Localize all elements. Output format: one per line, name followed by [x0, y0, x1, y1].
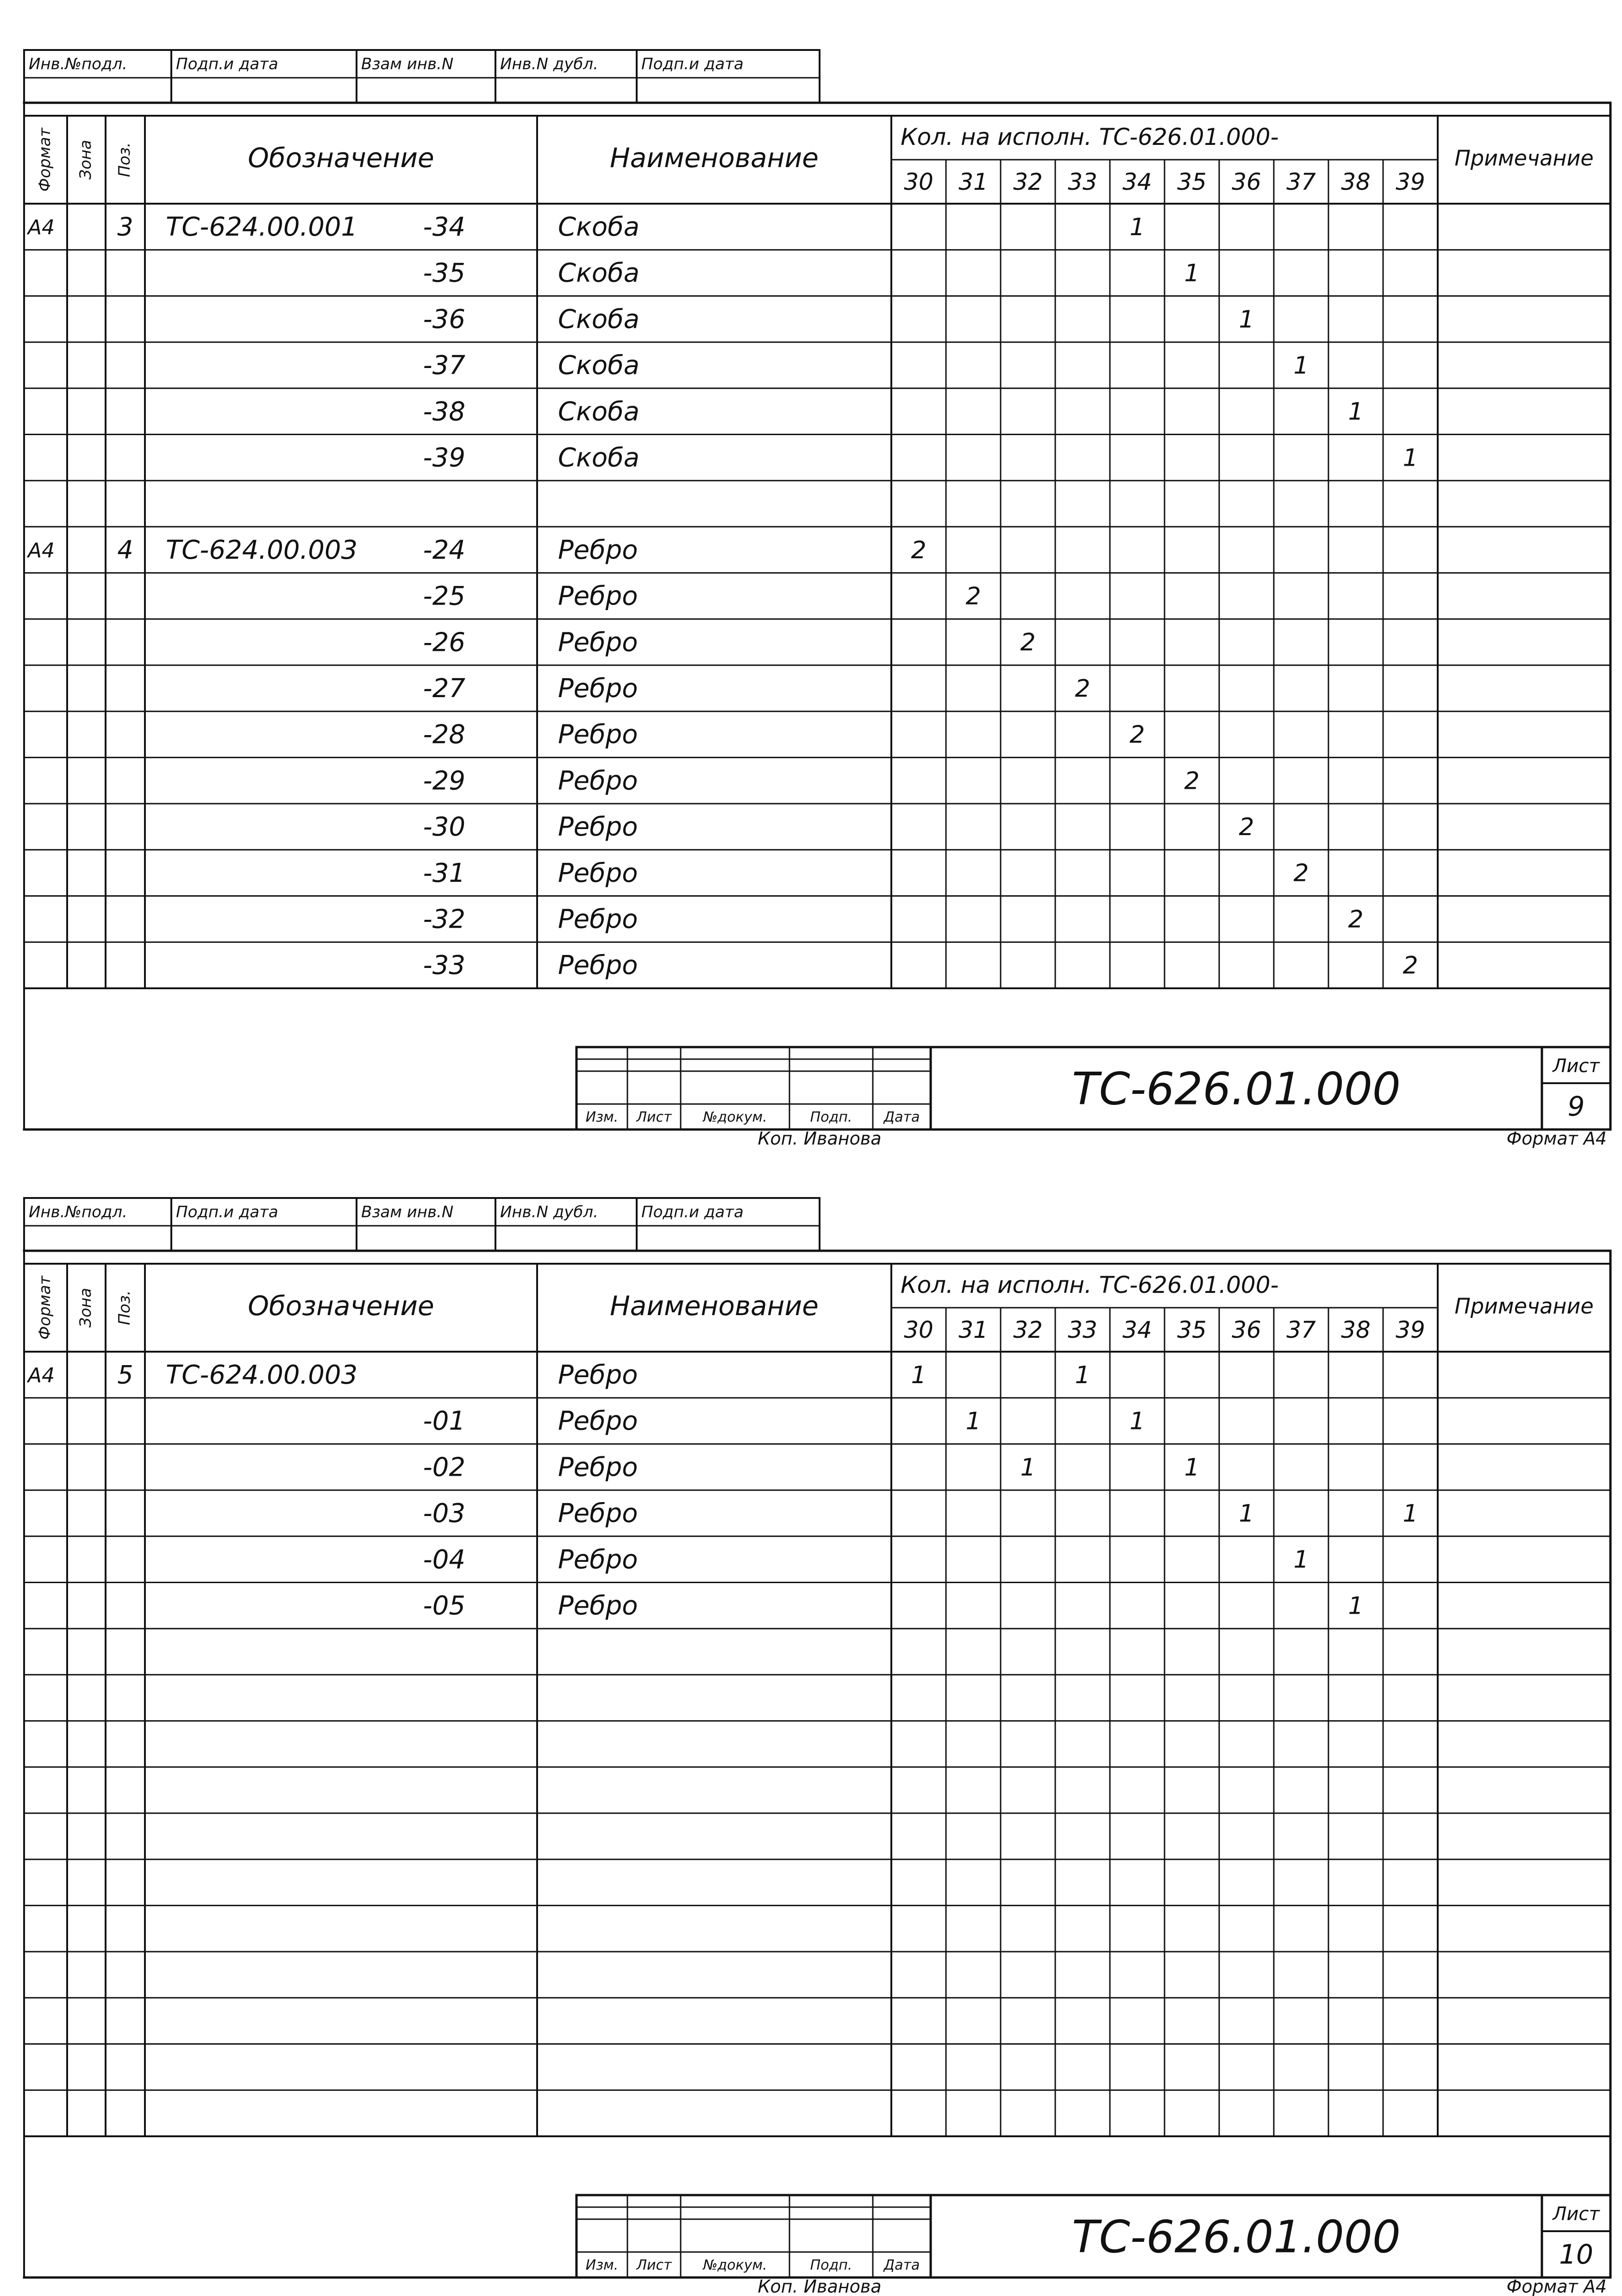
row-quantity: 2	[1293, 859, 1309, 887]
row-quantity: 2	[1184, 767, 1200, 795]
row-name: Ребро	[558, 1360, 638, 1390]
sheet-number-label: Лист	[1553, 1055, 1600, 1077]
title-block-label: Лист	[636, 1109, 672, 1125]
row-position: 4	[117, 535, 133, 565]
header-note: Примечание	[1454, 145, 1594, 171]
copied-by-note: Коп. Иванова	[758, 1128, 882, 1148]
row-quantity: 1	[1403, 1499, 1418, 1528]
row-quantity: 2	[965, 582, 981, 611]
header-variant-35: 35	[1177, 1316, 1207, 1343]
row-name: Скоба	[558, 350, 640, 381]
row-quantity: 1	[1129, 1407, 1145, 1435]
approval-strip-label: Инв.№подл.	[29, 1203, 127, 1222]
row-name: Ребро	[558, 812, 638, 842]
header-variant-30: 30	[904, 1316, 933, 1343]
approval-strip-label: Взам инв.N	[361, 55, 454, 74]
row-name: Ребро	[558, 766, 638, 796]
header-variant-38: 38	[1341, 1316, 1371, 1343]
row-name: Ребро	[558, 1452, 638, 1483]
row-designation-suffix: -27	[423, 673, 465, 704]
row-name: Ребро	[558, 1591, 638, 1621]
title-block-label: Подп.	[810, 2257, 852, 2273]
header-note: Примечание	[1454, 1293, 1594, 1319]
document-code: ТС-626.01.000	[1072, 1063, 1401, 1115]
row-quantity: 1	[1184, 259, 1200, 287]
title-block-label: Дата	[883, 2257, 920, 2273]
title-block-label: Подп.	[810, 1109, 852, 1125]
header-variant-32: 32	[1013, 168, 1043, 195]
row-position: 3	[117, 212, 133, 242]
row-quantity: 1	[1348, 1592, 1364, 1620]
header-variant-39: 39	[1396, 168, 1425, 195]
approval-strip-label: Подп.и дата	[641, 55, 744, 74]
approval-strip-label: Подп.и дата	[176, 1203, 278, 1222]
row-name: Ребро	[558, 1406, 638, 1436]
specification-sheet-10	[0, 1148, 1622, 2296]
row-designation-suffix: -24	[423, 535, 465, 565]
row-quantity: 1	[1184, 1454, 1200, 1482]
row-name: Ребро	[558, 904, 638, 935]
row-designation-base: ТС-624.00.003	[166, 535, 358, 565]
header-name: Наименование	[610, 142, 819, 174]
header-variant-37: 37	[1286, 1316, 1316, 1343]
row-quantity: 1	[1239, 1499, 1254, 1528]
header-variant-36: 36	[1232, 168, 1261, 195]
row-name: Скоба	[558, 396, 640, 427]
approval-strip-label: Взам инв.N	[361, 1203, 454, 1222]
row-name: Ребро	[558, 627, 638, 658]
title-block-label: Дата	[883, 1109, 920, 1125]
header-name: Наименование	[610, 1290, 819, 1322]
row-quantity: 2	[911, 536, 927, 564]
row-quantity: 2	[1403, 952, 1418, 980]
header-variant-33: 33	[1068, 1316, 1097, 1343]
row-name: Скоба	[558, 443, 640, 473]
row-quantity: 2	[1129, 721, 1145, 749]
header-variant-35: 35	[1177, 168, 1207, 195]
row-designation-suffix: -31	[423, 858, 465, 888]
row-designation-suffix: -35	[423, 258, 465, 288]
row-designation-suffix: -33	[423, 950, 465, 981]
approval-strip-label: Инв.N дубл.	[500, 55, 598, 74]
row-quantity: 2	[1020, 629, 1036, 657]
header-designation: Обозначение	[248, 1290, 434, 1322]
row-quantity: 1	[1403, 444, 1418, 472]
header-quantity-title: Кол. на исполн. ТС-626.01.000-	[901, 1272, 1279, 1298]
row-quantity: 1	[1348, 398, 1364, 426]
copied-by-note: Коп. Иванова	[758, 2276, 882, 2296]
header-position: Поз.	[115, 142, 134, 177]
row-designation-base: ТС-624.00.003	[166, 1360, 358, 1390]
approval-strip-label: Подп.и дата	[641, 1203, 744, 1222]
approval-strip-label: Инв.№подл.	[29, 55, 127, 74]
row-designation-suffix: -05	[423, 1591, 465, 1621]
row-designation-suffix: -29	[423, 766, 465, 796]
header-position: Поз.	[115, 1290, 134, 1325]
sheet-number-label: Лист	[1553, 2203, 1600, 2225]
title-block-label: №докум.	[703, 1109, 767, 1125]
header-designation: Обозначение	[248, 142, 434, 174]
header-variant-39: 39	[1396, 1316, 1425, 1343]
row-format: А4	[28, 215, 55, 239]
header-variant-38: 38	[1341, 168, 1371, 195]
row-name: Скоба	[558, 212, 640, 242]
row-format: А4	[28, 1363, 55, 1387]
row-name: Скоба	[558, 258, 640, 288]
row-quantity: 2	[1239, 813, 1254, 841]
header-variant-34: 34	[1122, 1316, 1152, 1343]
row-name: Ребро	[558, 535, 638, 565]
header-variant-36: 36	[1232, 1316, 1261, 1343]
approval-strip-label: Подп.и дата	[176, 55, 278, 74]
row-designation-suffix: -32	[423, 904, 465, 935]
row-quantity: 2	[1075, 674, 1090, 703]
title-block-label: Изм.	[585, 2257, 619, 2273]
row-quantity: 1	[911, 1361, 927, 1389]
row-quantity: 1	[1129, 213, 1145, 241]
row-quantity: 1	[1239, 306, 1254, 334]
row-position: 5	[117, 1360, 133, 1390]
row-designation-suffix: -39	[423, 443, 465, 473]
row-name: Ребро	[558, 1544, 638, 1575]
row-name: Ребро	[558, 719, 638, 750]
header-variant-32: 32	[1013, 1316, 1043, 1343]
title-block-label: Лист	[636, 2257, 672, 2273]
sheet-drawing	[0, 1148, 1622, 2296]
row-quantity: 1	[1020, 1454, 1036, 1482]
row-name: Ребро	[558, 673, 638, 704]
sheet-number: 9	[1567, 1091, 1585, 1123]
row-quantity: 1	[1075, 1361, 1090, 1389]
header-format: Формат	[36, 128, 54, 192]
row-name: Ребро	[558, 858, 638, 888]
row-name: Скоба	[558, 304, 640, 335]
row-designation-suffix: -03	[423, 1498, 465, 1529]
row-designation-suffix: -36	[423, 304, 465, 335]
row-designation-suffix: -01	[423, 1406, 465, 1436]
row-designation-suffix: -25	[423, 581, 465, 611]
approval-strip-label: Инв.N дубл.	[500, 1203, 598, 1222]
header-variant-37: 37	[1286, 168, 1316, 195]
title-block-label: №докум.	[703, 2257, 767, 2273]
document-code: ТС-626.01.000	[1072, 2211, 1401, 2263]
header-zone: Зона	[76, 1288, 95, 1328]
row-quantity: 1	[1293, 351, 1309, 380]
header-variant-31: 31	[958, 1316, 988, 1343]
row-designation-suffix: -02	[423, 1452, 465, 1483]
row-designation-suffix: -37	[423, 350, 465, 381]
row-name: Ребро	[558, 1498, 638, 1529]
title-block-label: Изм.	[585, 1109, 619, 1125]
header-variant-31: 31	[958, 168, 988, 195]
header-format: Формат	[36, 1276, 54, 1340]
header-variant-33: 33	[1068, 168, 1097, 195]
header-variant-30: 30	[904, 168, 933, 195]
format-note: Формат А4	[1506, 1128, 1607, 1148]
header-zone: Зона	[76, 140, 95, 180]
row-designation-suffix: -34	[423, 212, 465, 242]
header-quantity-title: Кол. на исполн. ТС-626.01.000-	[901, 124, 1279, 150]
row-format: А4	[28, 538, 55, 562]
format-note: Формат А4	[1506, 2276, 1607, 2296]
row-designation-suffix: -30	[423, 812, 465, 842]
row-quantity: 1	[965, 1407, 981, 1435]
row-name: Ребро	[558, 581, 638, 611]
sheet-number: 10	[1559, 2239, 1593, 2271]
header-variant-34: 34	[1122, 168, 1152, 195]
row-name: Ребро	[558, 950, 638, 981]
row-quantity: 1	[1293, 1546, 1309, 1574]
row-designation-suffix: -28	[423, 719, 465, 750]
row-designation-suffix: -04	[423, 1544, 465, 1575]
row-quantity: 2	[1348, 905, 1364, 934]
row-designation-suffix: -38	[423, 396, 465, 427]
row-designation-suffix: -26	[423, 627, 465, 658]
row-designation-base: ТС-624.00.001	[166, 212, 358, 242]
